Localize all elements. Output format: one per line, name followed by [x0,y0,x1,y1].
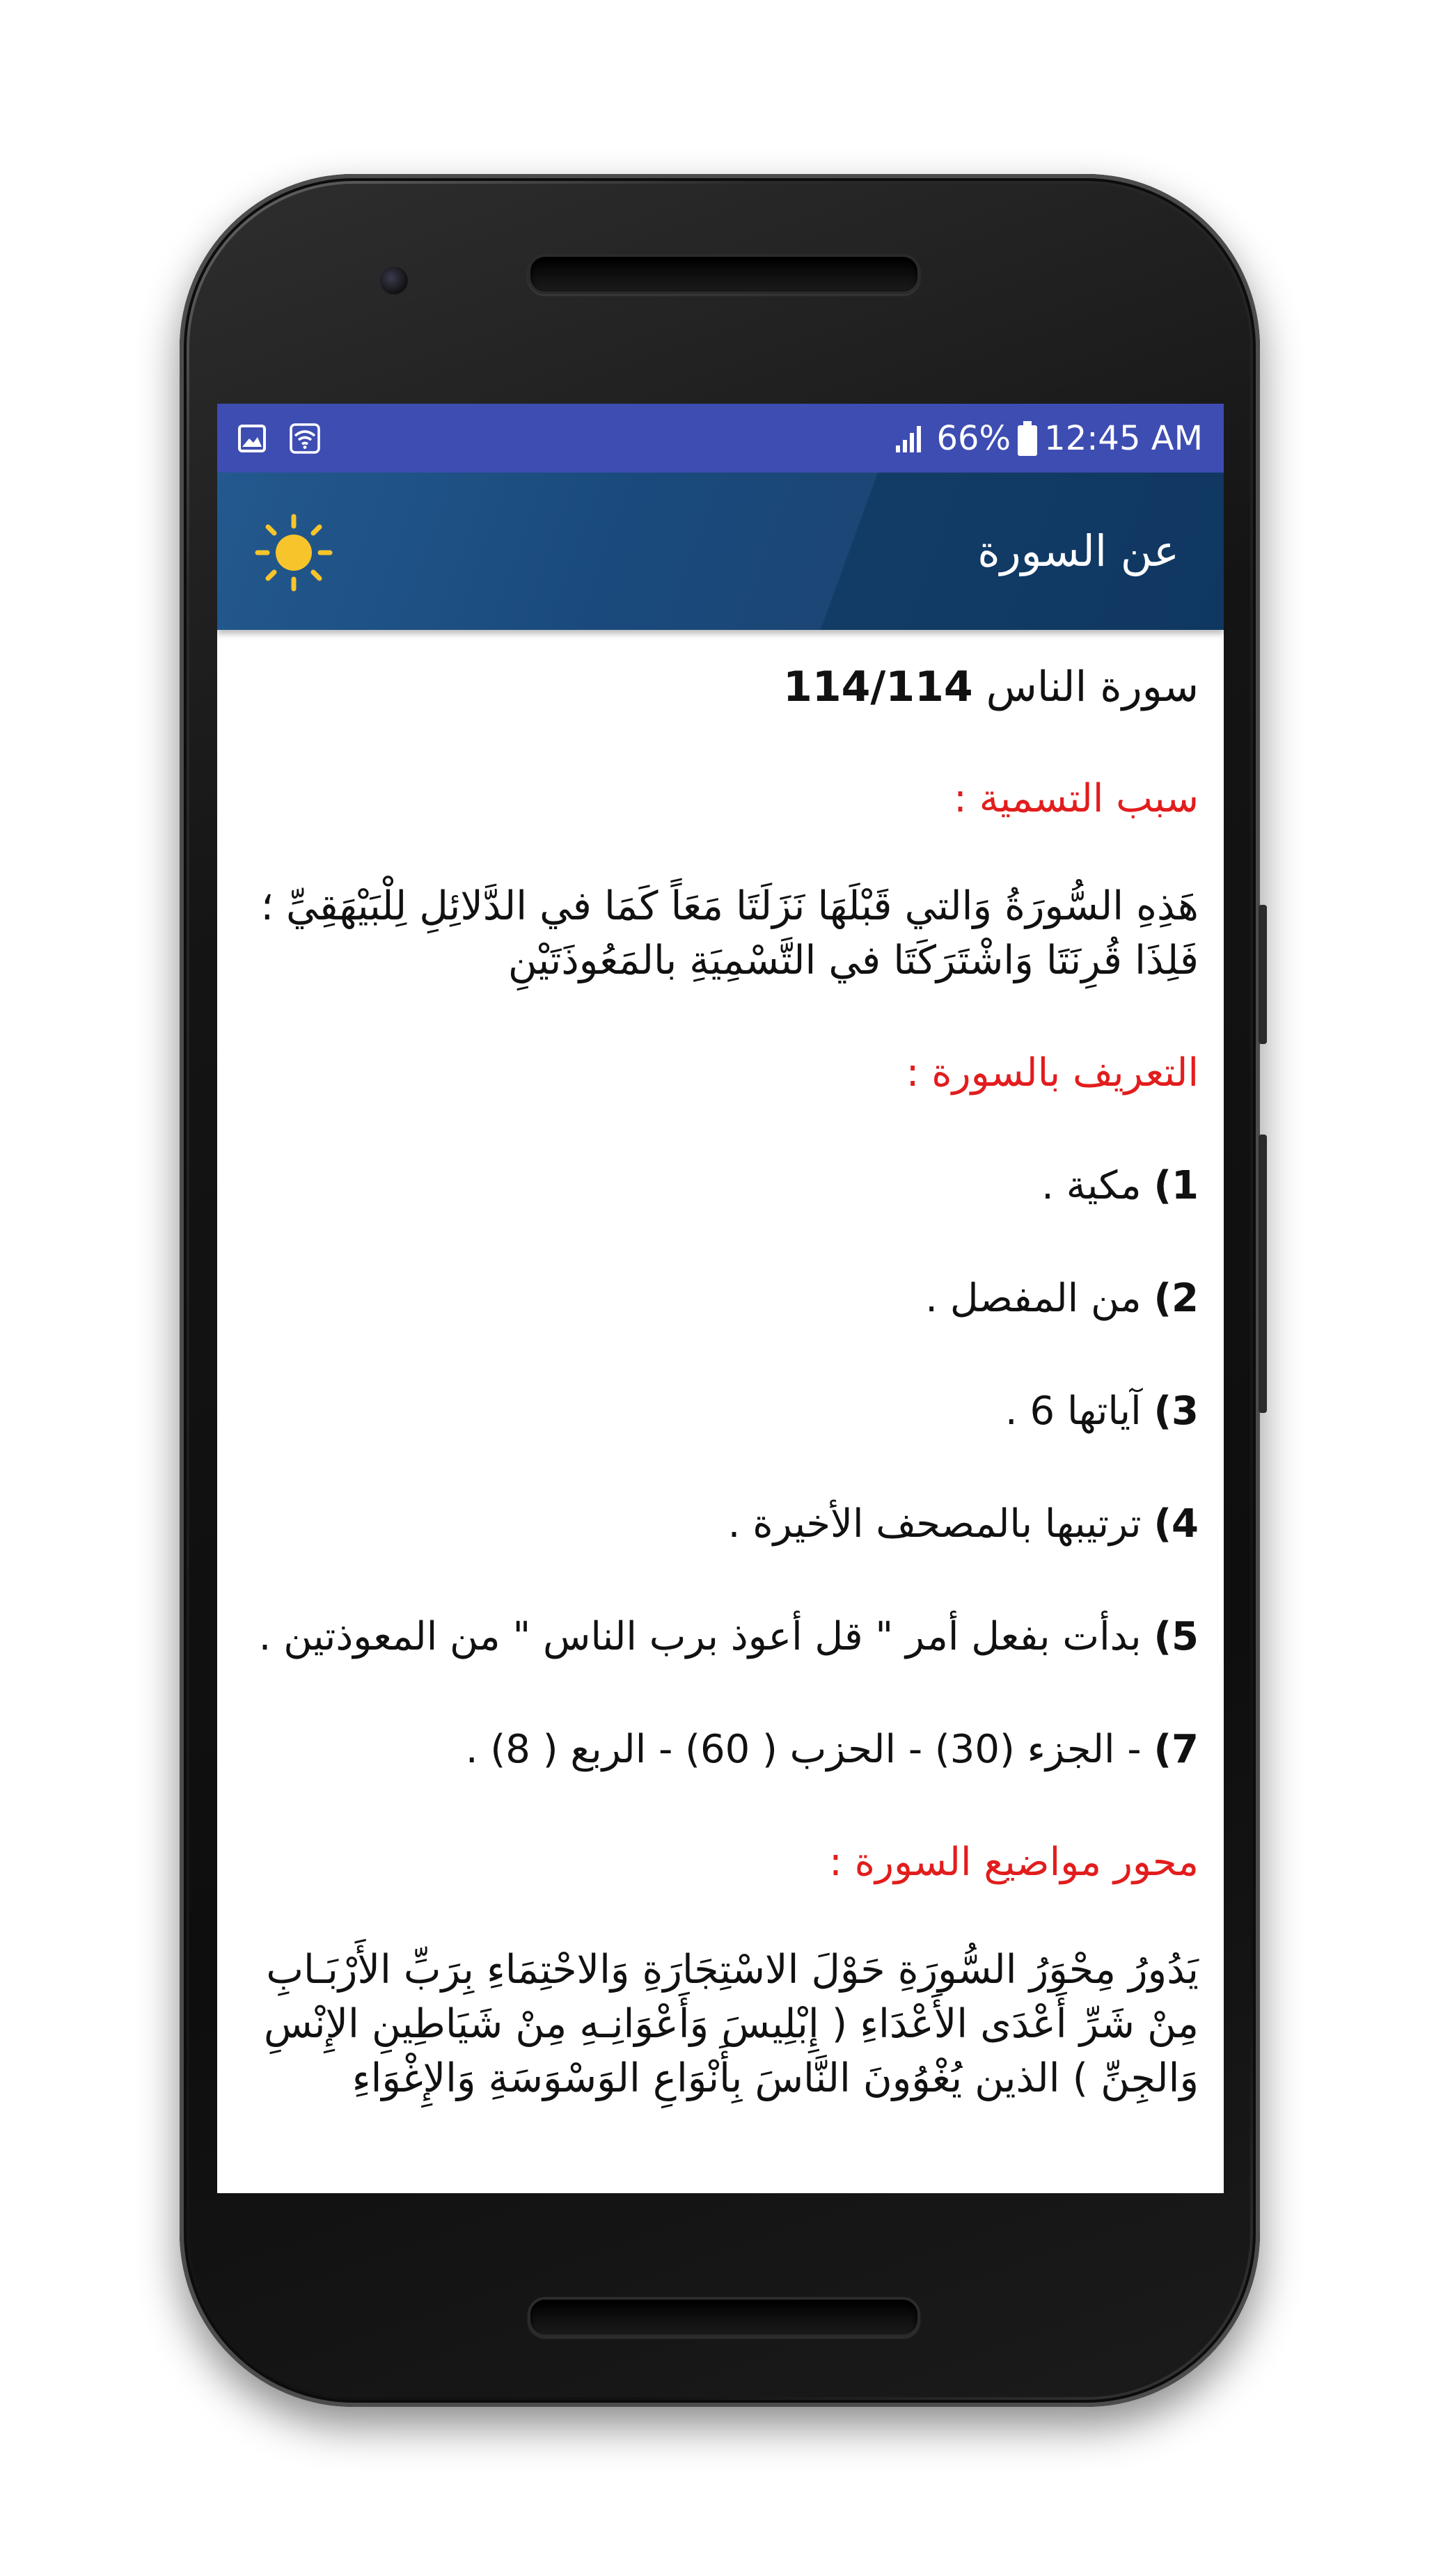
phone-volume-button [1259,905,1267,1044]
fact-text: بدأت بفعل أمر " قل أعوذ برب الناس " من المعوذتين . [258,1614,1142,1659]
app-bar [217,473,1224,630]
fact-item-3 [252,1384,1199,1439]
image-icon [235,422,269,455]
status-bar [217,404,1224,473]
fact-text: من المفصل . [925,1276,1142,1321]
page-title: عن السورة [977,526,1179,576]
fact-item-5 [252,1610,1199,1664]
fact-number: 3) [1153,1389,1199,1434]
fact-number: 7) [1153,1727,1199,1772]
battery-percent: 66% [936,418,1011,458]
bottom-speaker [528,2297,920,2337]
fact-number: 2) [1153,1276,1199,1321]
fact-text: مكية . [1041,1163,1142,1208]
fact-item-4 [252,1497,1199,1551]
sun-icon[interactable] [252,511,336,594]
top-speaker [528,254,920,294]
surah-number: 114/114 [783,663,973,711]
surah-title [252,658,1199,716]
naming-text: هَذِهِ السُّورَةُ وَالتي قَبْلَهَا نَزَلَتَا مَعَاً كَمَا في الدَّلائِلِ لِلْبَيْهَقِيِّ ؛ فَلِذَا قُرِنَتَا وَاشْتَرَكَتَا في التَّسْمِيَةِ بالمَعُوذَتَيْنِ [260,883,1199,983]
signal-icon [893,422,929,455]
fact-number: 5) [1153,1614,1199,1659]
themes-heading: محور مواضيع السورة : [828,1840,1199,1885]
fact-text: ترتيبها بالمصحف الأخيرة . [727,1501,1142,1547]
fact-number: 1) [1153,1163,1199,1208]
surah-name: سورة الناس [986,663,1199,711]
fact-number: 4) [1153,1501,1199,1547]
phone-screen [217,404,1224,2193]
intro-heading: التعريف بالسورة : [906,1050,1199,1096]
article-content[interactable] [217,630,1224,2193]
fact-item-7 [252,1723,1199,1777]
phone-power-button [1259,1135,1267,1413]
themes-text: يَدُورُ مِحْوَرُ السُّورَةِ حَوْلَ الاسْتِجَارَةِ وَالاحْتِمَاءِ بِرَبِّ الأَرْبَـابِ مِنْ شَرِّ أَعْدَى الأَعْدَاءِ ( إِبْلِيسَ وَأَعْوَانِـهِ مِنْ شَيَاطِينِ الإِنْسِ وَالجِنِّ ) الذين يُغْوُونَ النَّاسَ بِأَنْوَاعِ الوَسْوَسَةِ وَالإِغْوَاءِ [263,1947,1199,2101]
front-camera [380,267,408,294]
fact-text: آياتها 6 . [1004,1389,1142,1434]
fact-item-2 [252,1272,1199,1326]
fact-text: - الجزء (30) - الحزب ( 60) - الربع ( 8) . [465,1727,1142,1772]
wifi-icon [288,422,322,455]
clock: 12:45 AM [1044,418,1203,458]
fact-item-1 [252,1159,1199,1213]
battery-icon [1018,421,1037,456]
naming-heading: سبب التسمية : [953,776,1199,821]
